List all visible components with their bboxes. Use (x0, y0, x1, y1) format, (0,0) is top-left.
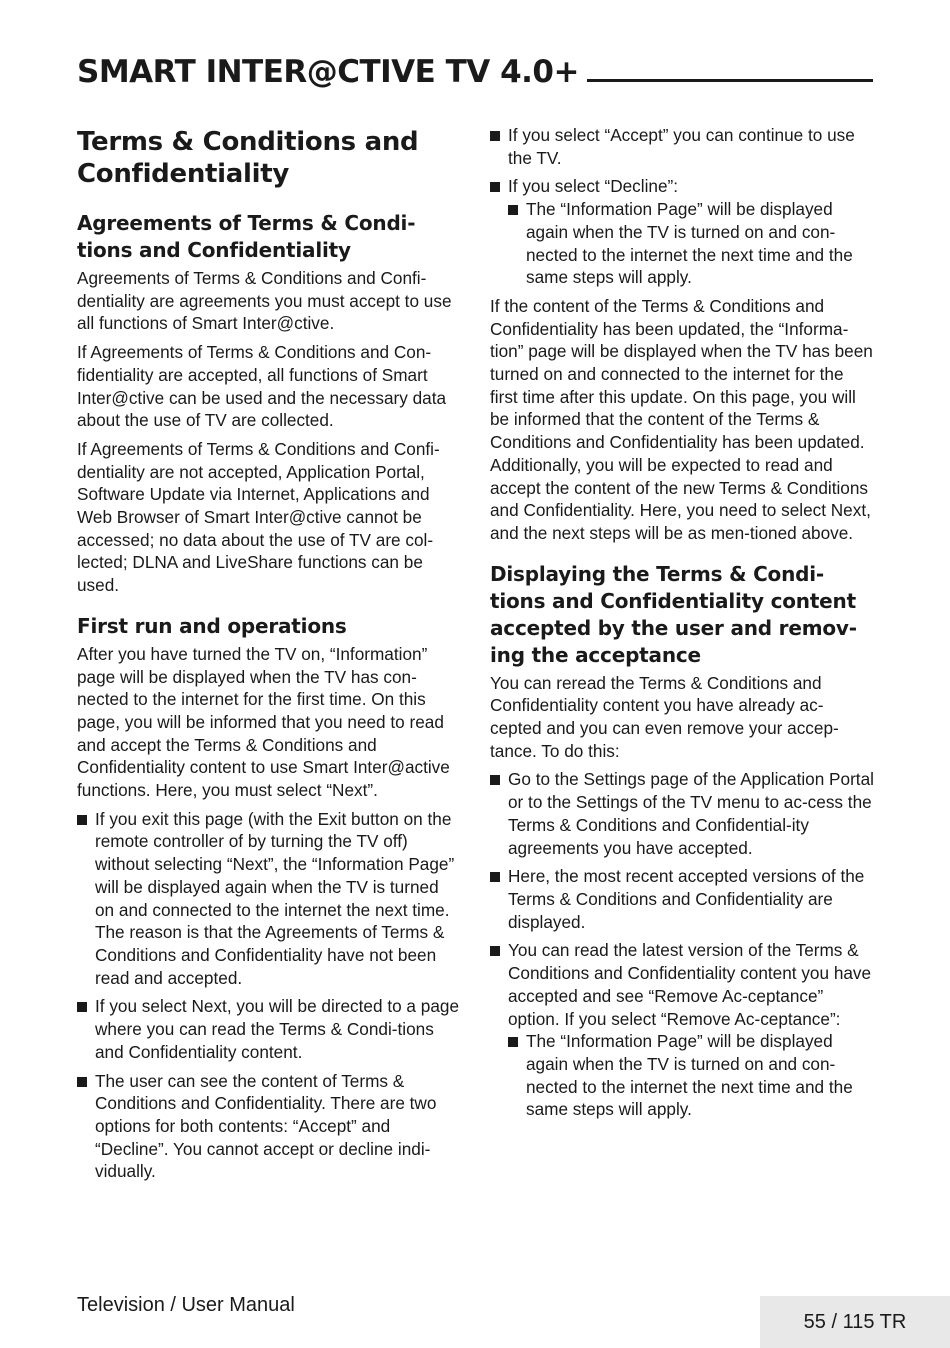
page-header (77, 48, 873, 88)
list-item: If you select “Accept” you can continue to use the TV. (490, 124, 874, 169)
list-item: Here, the most recent accepted versions of the Terms & Conditions and Confidentiality are displayed. (490, 865, 874, 933)
header-rule (587, 79, 873, 82)
page-number-badge (760, 1296, 950, 1348)
paragraph: If Agreements of Terms & Conditions and Confi-dentiality are not accepted, Application Portal, Software Update via Internet, Applications and Web Browser of Smart Inter@ctive cannot be accessed; no data about the use of TV are col-lected; DLNA and LiveShare functions can be used. (77, 438, 440, 596)
list-item-text: If you select “Decline”: (508, 176, 679, 197)
subheading-first-run: First run and operations (77, 613, 347, 638)
list-item (490, 175, 874, 289)
paragraph: If Agreements of Terms & Conditions and Con-fidentiality are accepted, all functions of Smart Inter@ctive can be used and the necessary data about the use of TV are collected. (77, 342, 447, 431)
list-item-text: You can read the latest version of the Terms & Conditions and Confidentiality content you have accepted and see “Remove Ac-ceptance” option. If you select “Remove Ac-ceptance”: (508, 940, 872, 1029)
sub-bullet-list (508, 1030, 874, 1121)
list-item (490, 939, 874, 1121)
subheading-agreements: Agreements of Terms & Condi-tions and Confidentiality (77, 211, 416, 262)
left-column (77, 120, 460, 1189)
right-column (490, 124, 874, 1127)
footer-manual-label: Television / User Manual (77, 1294, 295, 1316)
paragraph: You can reread the Terms & Conditions and Confidentiality content you have already ac-cepted and you can even remove your accep-tance. To do this: (490, 672, 839, 761)
bullet-list (77, 808, 460, 1183)
sub-list-item: The “Information Page” will be displayed again when the TV is turned on and con-nected to the internet the next time and the same steps will apply. (508, 198, 874, 289)
paragraph: If the content of the Terms & Conditions and Confidentiality has been updated, the “Informa-tion” page will be displayed when the TV has been turned on and connected to the internet for the first time after this update. On this page, you will be informed that the content of the Terms & Conditions and Confidentiality has been updated. Additionally, you will be expected to read and accept the content of the new Terms & Conditions and Confidentiality. Here, you need to select Next, and the next steps will be as men-tioned above. (490, 295, 873, 543)
list-item: If you select Next, you will be directed to a page where you can read the Terms & Condi-tions and Confidentiality content. (77, 995, 460, 1063)
page-title: SMART INTER@CTIVE TV 4.0+ (77, 54, 579, 90)
bullet-list (490, 768, 874, 1121)
bullet-list (490, 124, 874, 289)
sub-list-item: The “Information Page” will be displayed again when the TV is turned on and con-nected to the internet the next time and the same steps will apply. (508, 1030, 874, 1121)
section-heading: Terms & Conditions and Confidentiality (77, 127, 419, 189)
page-number: 55 / 115 TR (803, 1310, 907, 1333)
paragraph: After you have turned the TV on, “Information” page will be displayed when the TV has con-nected to the internet for the first time. On this page, you will be informed that you need to read and accept the Terms & Conditions and Confidentiality content to use Smart Inter@active functions. Here, you must select “Next”. (77, 643, 450, 801)
list-item: The user can see the content of Terms & Conditions and Confidentiality. There are two options for both contents: “Accept” and “Decline”. You cannot accept or decline indi-vidually. (77, 1070, 460, 1184)
list-item: If you exit this page (with the Exit button on the remote controller of by turning the TV off) without selecting “Next”, the “Information Page” will be displayed again when the TV is turned on and connected to the internet the next time. The reason is that the Agreements of Terms & Conditions and Confidentiality have not been read and accepted. (77, 808, 460, 990)
sub-bullet-list (508, 198, 874, 289)
list-item: Go to the Settings page of the Application Portal or to the Settings of the TV menu to ac-cess the Terms & Conditions and Confidential-ity agreements you have accepted. (490, 768, 874, 859)
paragraph: Agreements of Terms & Conditions and Confi-dentiality are agreements you must accept to use all functions of Smart Inter@ctive. (77, 268, 452, 334)
subheading-displaying: Displaying the Terms & Condi-tions and Confidentiality content accepted by the user and remov-ing the acceptance (490, 561, 857, 667)
